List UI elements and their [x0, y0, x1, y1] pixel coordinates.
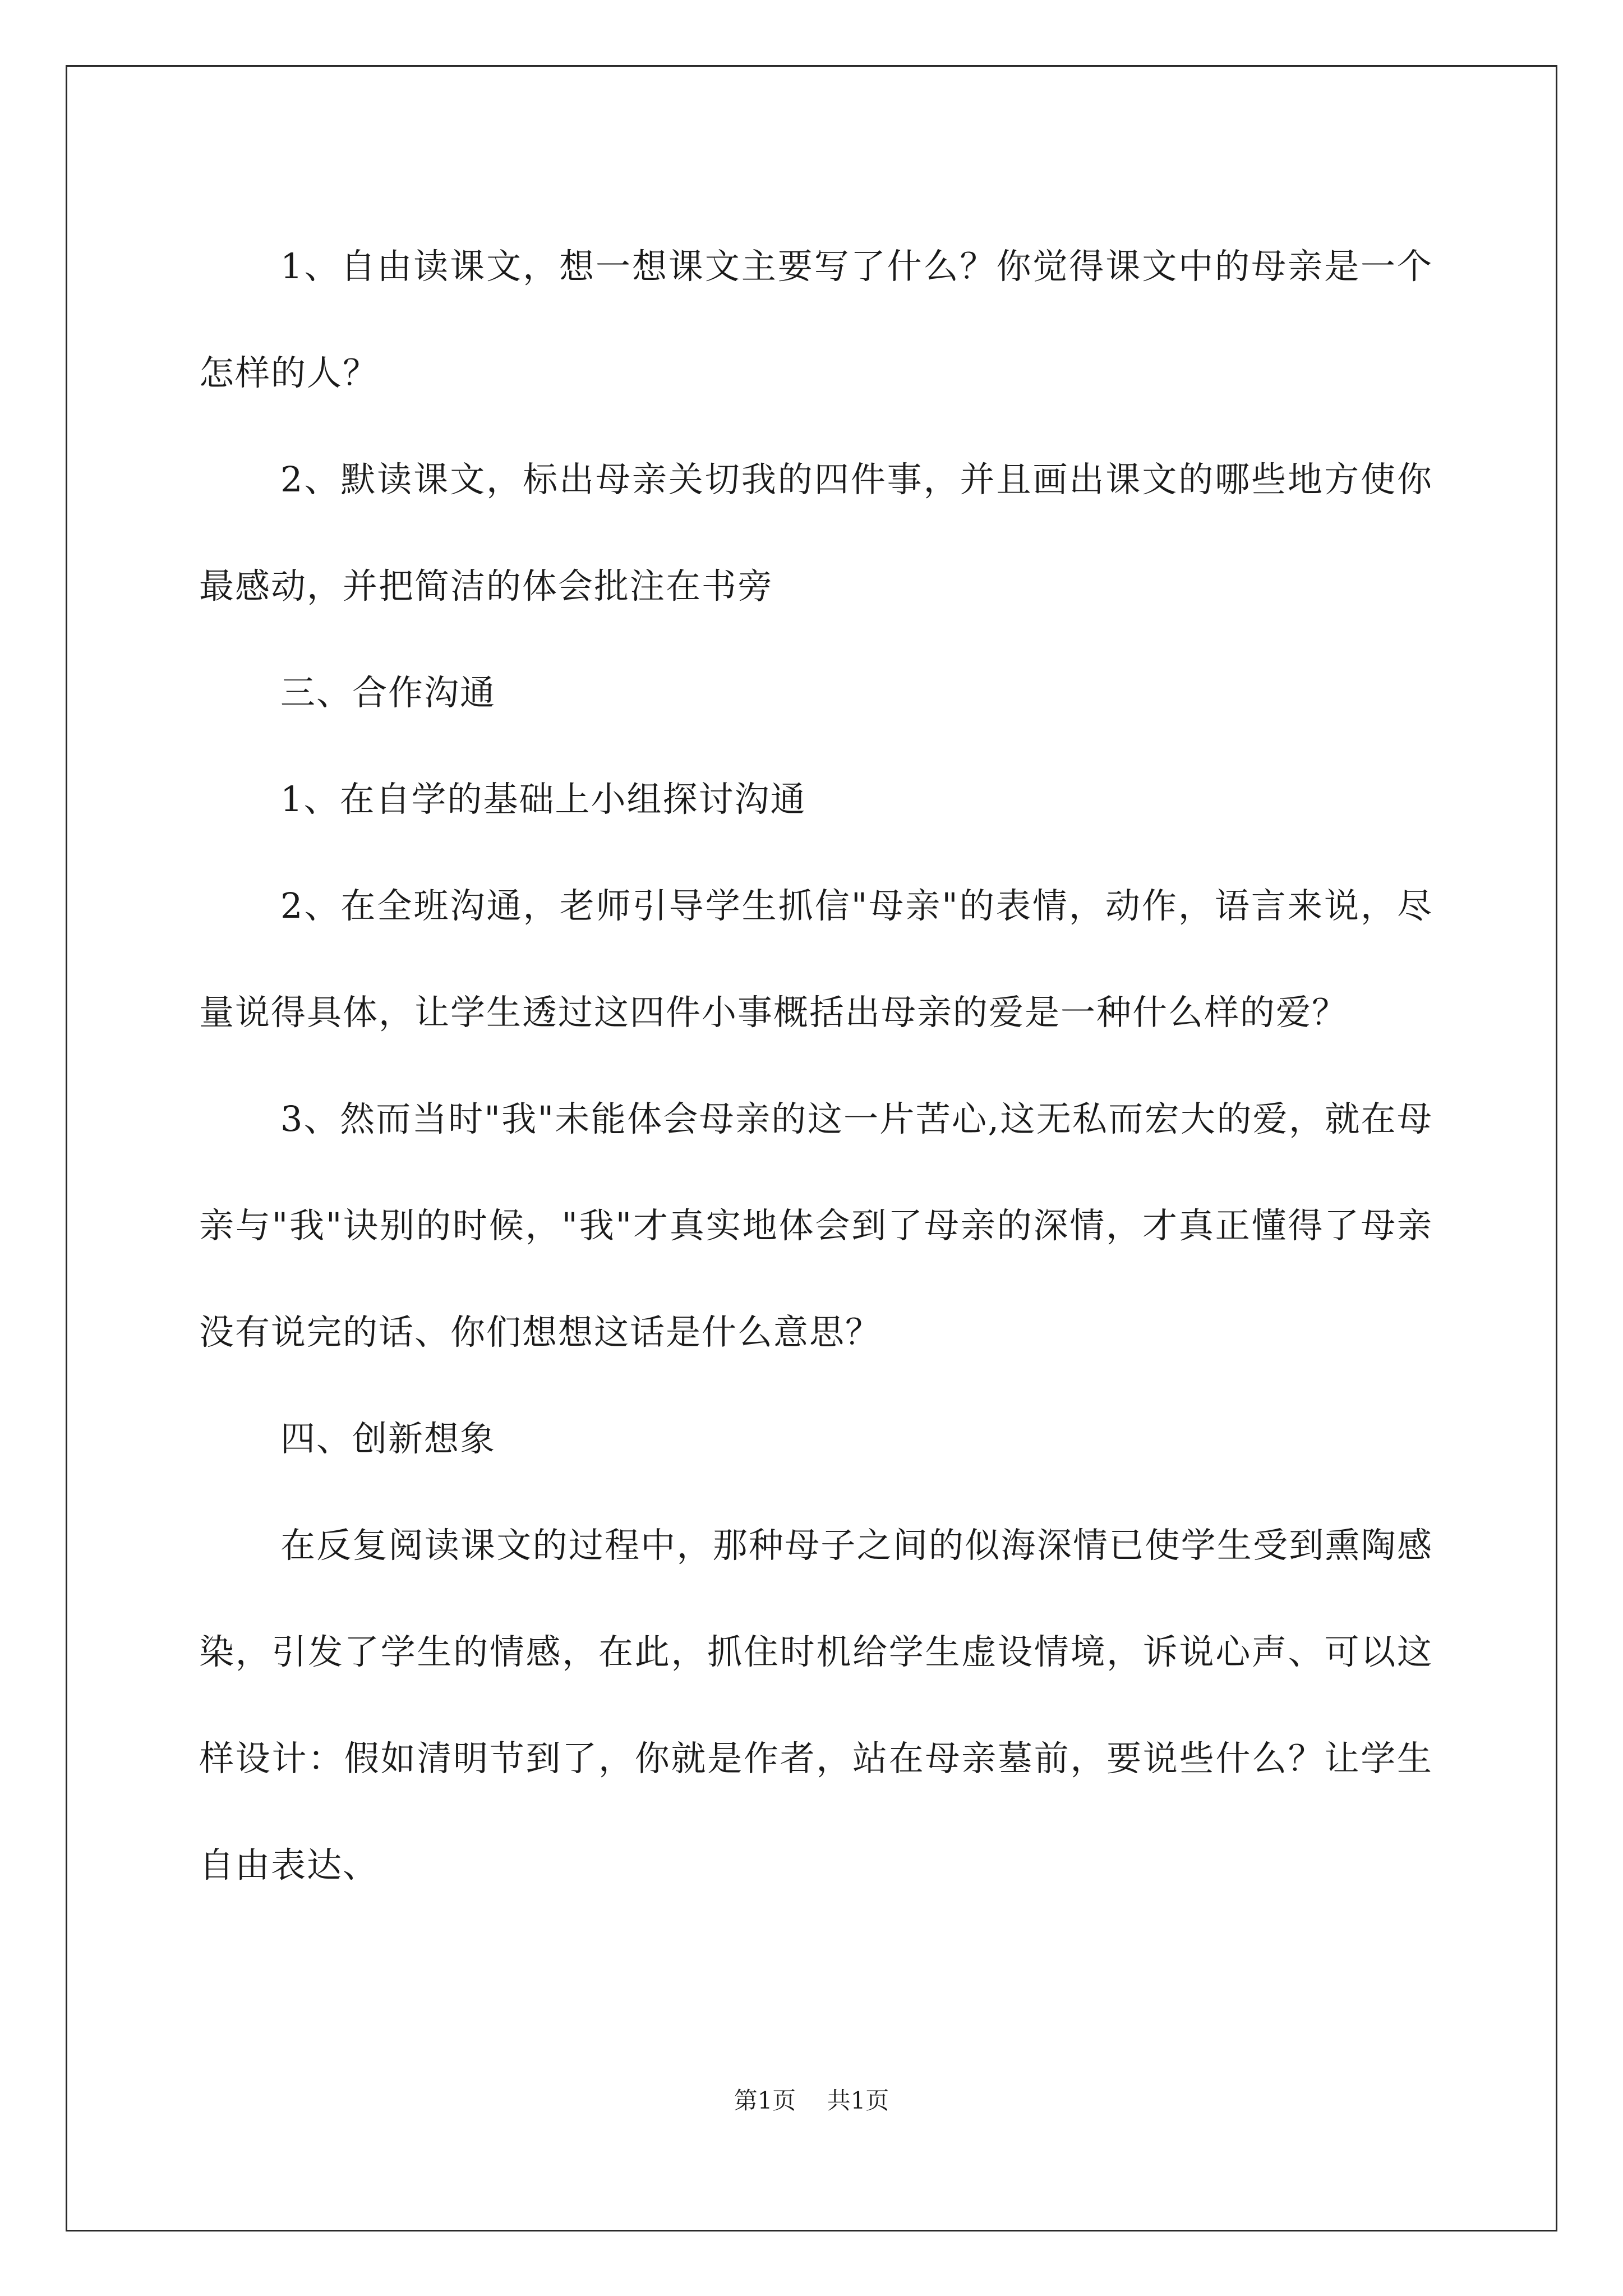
section-heading-cooperation: 三、合作沟通 [280, 672, 496, 713]
document-body [199, 213, 1433, 1918]
paragraph-group-discussion: 1、在自学的基础上小组探讨沟通 [280, 779, 806, 820]
section-heading-imagination: 四、创新想象 [280, 1418, 496, 1459]
paragraph-mother-love: 3、然而当时"我"未能体会母亲的这一片苦心,这无私而宏大的爱，就在母亲与"我"诀别的时候，"我"才真实地体会到了母亲的深情，才真正懂得了母亲没有说完的话、你们想想这话是什么意思？ [199, 1098, 1433, 1352]
paragraph-reading-task-2: 2、默读课文，标出母亲关切我的四件事，并且画出课文的哪些地方使你最感动，并把简洁的体会批注在书旁 [199, 459, 1433, 606]
paragraph-reading-task-1: 1、自由读课文，想一想课文主要写了什么？你觉得课文中的母亲是一个怎样的人？ [199, 246, 1433, 393]
paragraph-scenario-design: 在反复阅读课文的过程中，那种母子之间的似海深情已使学生受到熏陶感染，引发了学生的情感，在此，抓住时机给学生虚设情境，诉说心声、可以这样设计：假如清明节到了，你就是作者，站在母亲墓前，要说些什么？让学生自由表达、 [199, 1525, 1433, 1885]
page-total: 共1页 [827, 2087, 889, 2114]
page-footer [0, 2084, 1623, 2118]
paragraph-class-discussion: 2、在全班沟通，老师引导学生抓信"母亲"的表情，动作，语言来说，尽量说得具体，让学生透过这四件小事概括出母亲的爱是一种什么样的爱？ [199, 885, 1433, 1033]
page-number: 第1页 [734, 2087, 796, 2114]
